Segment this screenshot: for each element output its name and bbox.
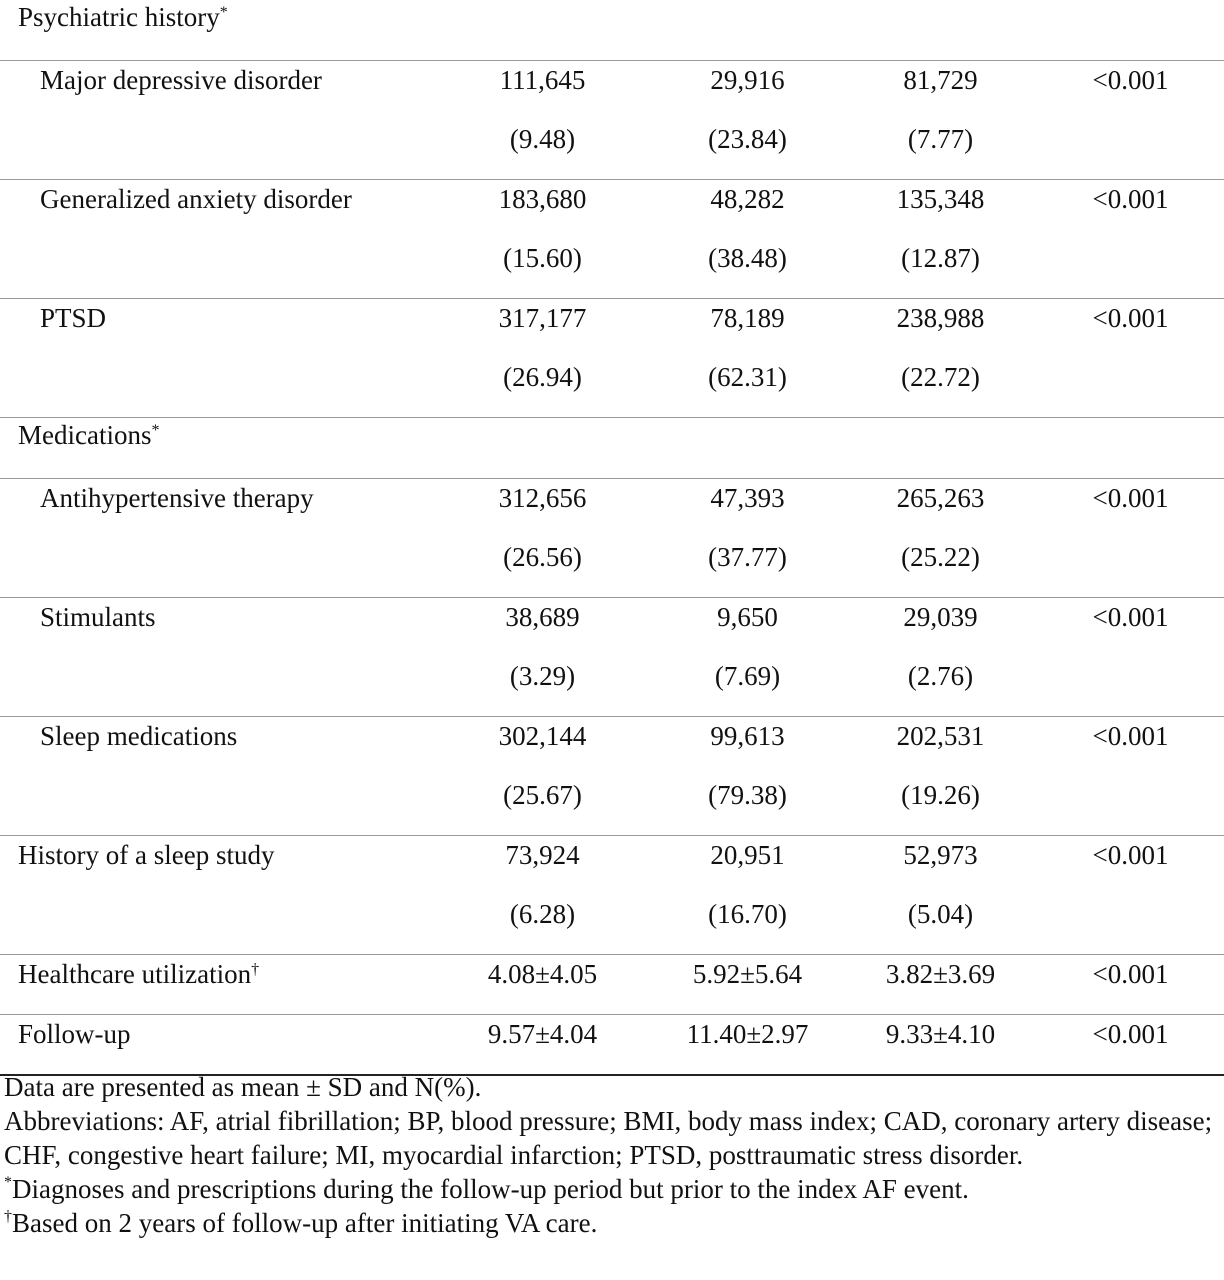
total-count: 312,656: [498, 483, 587, 513]
footnote-abbreviations: Abbreviations: AF, atrial fibrillation; BP, blood pressure; BMI, body mass index; CAD, coronary artery disease; CHF, congestive heart failure; MI, myocardial infarction; PTSD, posttraumatic stress disorder.: [4, 1106, 1213, 1170]
table-row: [0, 479, 1224, 598]
footnote-asterisk: *Diagnoses and prescriptions during the follow-up period but prior to the index AF event.: [4, 1174, 969, 1204]
p-value: <0.001: [1092, 65, 1169, 95]
row-label: Stimulants: [40, 602, 156, 632]
group2-mean-sd: 9.33±4.10: [885, 1019, 996, 1049]
section-title: Psychiatric history*: [18, 2, 228, 32]
group1-count: 99,613: [710, 721, 785, 751]
group2-percent: (7.77): [907, 124, 974, 154]
group2-count: 135,348: [896, 184, 985, 214]
total-percent: (25.67): [503, 780, 582, 810]
table-row: [0, 299, 1224, 418]
total-count: 317,177: [498, 303, 587, 333]
total-count: 111,645: [499, 65, 586, 95]
row-label: History of a sleep study: [18, 840, 275, 870]
total-percent: (26.56): [503, 542, 582, 572]
total-percent: (6.28): [509, 899, 576, 929]
group1-percent: (23.84): [708, 124, 787, 154]
group2-count: 52,973: [903, 840, 978, 870]
group1-percent: (38.48): [708, 243, 787, 273]
table-row: [0, 61, 1224, 180]
row-label: PTSD: [40, 303, 107, 333]
footnote-mark: *: [4, 1174, 12, 1191]
table-row: [0, 598, 1224, 717]
table-row: [0, 180, 1224, 299]
group2-count: 202,531: [896, 721, 985, 751]
group1-percent: (79.38): [708, 780, 787, 810]
total-count: 73,924: [505, 840, 580, 870]
row-label: Sleep medications: [40, 721, 238, 751]
group1-mean-sd: 5.92±5.64: [692, 959, 803, 989]
table-row: [0, 1015, 1224, 1076]
section-row-medications: [0, 418, 1224, 479]
table-row: [0, 717, 1224, 836]
group2-percent: (22.72): [901, 362, 980, 392]
p-value: <0.001: [1092, 959, 1169, 989]
footnote-mark: †: [4, 1208, 12, 1225]
table-row: [0, 836, 1224, 955]
section-title: Medications*: [18, 420, 160, 450]
group1-percent: (16.70): [708, 899, 787, 929]
group1-count: 48,282: [710, 184, 785, 214]
total-mean-sd: 9.57±4.04: [487, 1019, 598, 1049]
footnote-data-presentation: Data are presented as mean ± SD and N(%).: [4, 1072, 482, 1102]
p-value: <0.001: [1092, 840, 1169, 870]
group1-mean-sd: 11.40±2.97: [686, 1019, 809, 1049]
row-label: Antihypertensive therapy: [40, 483, 314, 513]
group2-count: 265,263: [896, 483, 985, 513]
group2-percent: (25.22): [901, 542, 980, 572]
row-label: Follow-up: [18, 1019, 131, 1049]
group2-count: 29,039: [903, 602, 978, 632]
group1-count: 78,189: [710, 303, 785, 333]
group2-count: 238,988: [896, 303, 985, 333]
group1-count: 20,951: [710, 840, 785, 870]
total-percent: (15.60): [503, 243, 582, 273]
footnote-mark: *: [219, 4, 228, 21]
p-value: <0.001: [1092, 483, 1169, 513]
total-mean-sd: 4.08±4.05: [487, 959, 598, 989]
footnote-dagger: †Based on 2 years of follow-up after initiating VA care.: [4, 1208, 598, 1238]
table-footnotes: [4, 1070, 1220, 1240]
group1-count: 29,916: [710, 65, 785, 95]
p-value: <0.001: [1092, 602, 1169, 632]
group1-percent: (37.77): [708, 542, 787, 572]
group2-mean-sd: 3.82±3.69: [885, 959, 996, 989]
p-value: <0.001: [1092, 721, 1169, 751]
group1-count: 47,393: [710, 483, 785, 513]
group2-percent: (2.76): [907, 661, 974, 691]
group1-percent: (62.31): [708, 362, 787, 392]
total-count: 183,680: [498, 184, 587, 214]
p-value: <0.001: [1092, 1019, 1169, 1049]
footnote-mark: *: [151, 422, 160, 439]
table-row: [0, 955, 1224, 1015]
p-value: <0.001: [1092, 303, 1169, 333]
row-label: Generalized anxiety disorder: [40, 184, 352, 214]
group2-percent: (12.87): [901, 243, 980, 273]
footnote-mark: †: [251, 961, 260, 978]
group1-percent: (7.69): [714, 661, 781, 691]
group2-percent: (5.04): [907, 899, 974, 929]
total-count: 38,689: [505, 602, 580, 632]
group2-percent: (19.26): [901, 780, 980, 810]
group2-count: 81,729: [903, 65, 978, 95]
section-row-psychiatric-history: [0, 0, 1224, 61]
total-percent: (3.29): [509, 661, 576, 691]
row-label: Healthcare utilization†: [18, 959, 260, 989]
row-label: Major depressive disorder: [40, 65, 322, 95]
total-percent: (9.48): [509, 124, 576, 154]
group1-count: 9,650: [717, 602, 778, 632]
p-value: <0.001: [1092, 184, 1169, 214]
total-count: 302,144: [498, 721, 587, 751]
total-percent: (26.94): [503, 362, 582, 392]
